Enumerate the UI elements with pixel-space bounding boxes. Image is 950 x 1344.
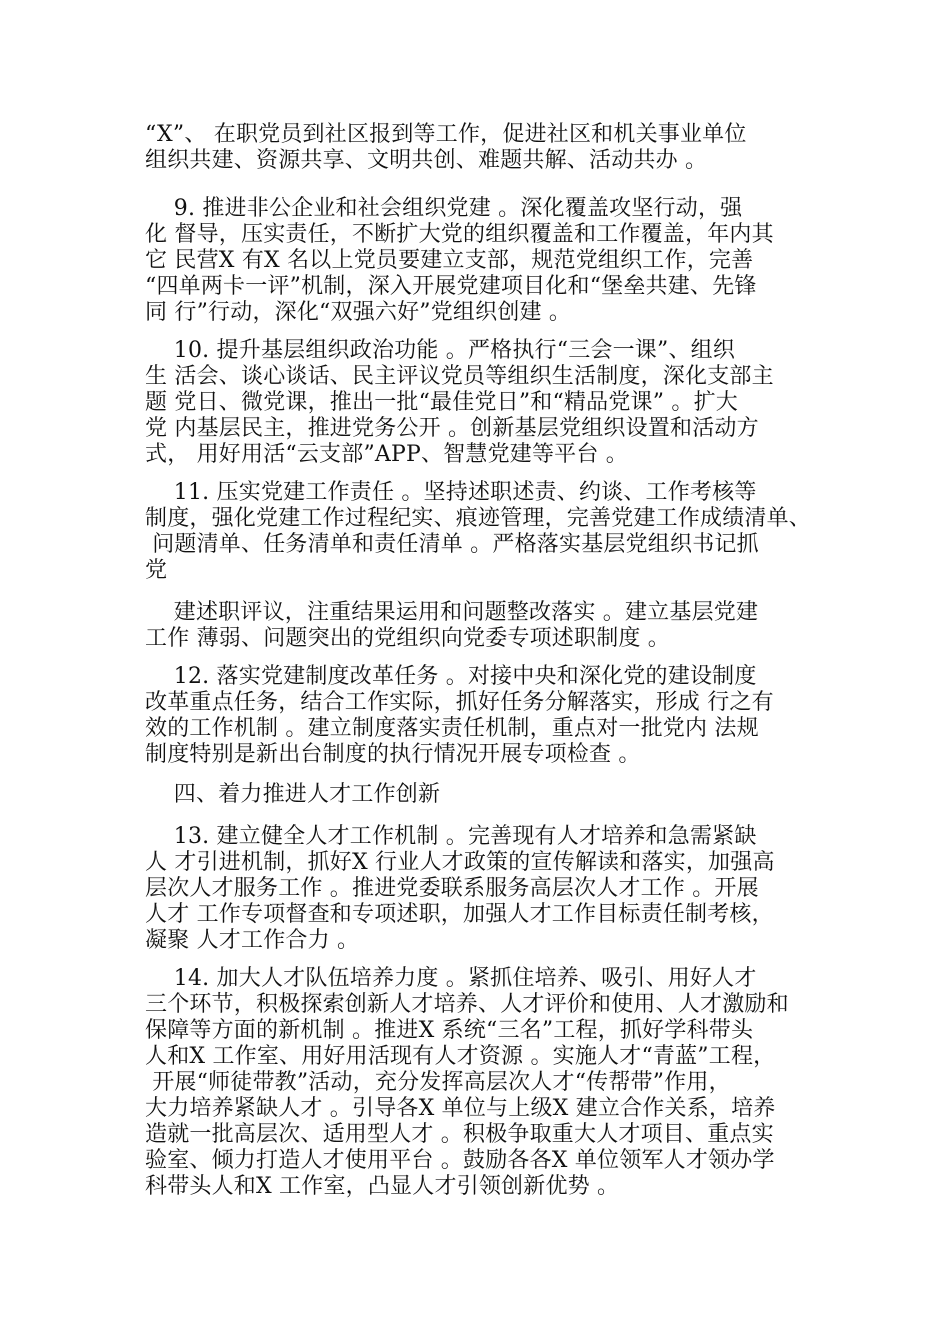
text-line: 它 民营X 有X 名以上党员要建立支部，规范党组织工作，完善 bbox=[145, 248, 754, 273]
text-line: 11. 压实党建工作责任 。坚持述职述责、约谈、工作考核等 bbox=[145, 480, 757, 505]
text-line: 党 bbox=[145, 558, 168, 583]
text-line: 党 内基层民主，推进党务公开 。创新基层党组织设置和活动方 bbox=[145, 416, 759, 441]
text-line: 科带头人和X 工作室，凸显人才引领创新优势 。 bbox=[145, 1174, 620, 1199]
text-line: 生 活会、谈心谈话、民主评议党员等组织生活制度，深化支部主 bbox=[145, 364, 774, 389]
text-line: 三个环节，积极探索创新人才培养、人才评价和使用、人才激励和 bbox=[145, 992, 789, 1017]
text-line: 人才 工作专项督查和专项述职，加强人才工作目标责任制考核， bbox=[145, 902, 774, 927]
text-line: 9. 推进非公企业和社会组织党建 。深化覆盖攻坚行动，强 bbox=[145, 196, 743, 221]
text-line: 保障等方面的新机制 。推进X 系统“三名”工程，抓好学科带头 bbox=[145, 1018, 754, 1043]
text-line: 化 督导，压实责任，不断扩大党的组织覆盖和工作覆盖，年内其 bbox=[145, 222, 774, 247]
text-line: 13. 建立健全人才工作机制 。完善现有人才培养和急需紧缺 bbox=[145, 824, 757, 849]
text-line: 同 行”行动，深化“双强六好”党组织创建 。 bbox=[145, 300, 572, 325]
text-line: 题 党日、微党课，推出一批“最佳党日”和“精品党课” 。扩大 bbox=[145, 390, 738, 415]
text-line: 10. 提升基层组织政治功能 。严格执行“三会一课”、组织 bbox=[145, 338, 736, 363]
text-line: 工作 薄弱、问题突出的党组织向党委专项述职制度 。 bbox=[145, 626, 670, 651]
text-line: 改革重点任务，结合工作实际，抓好任务分解落实，形成 行之有 bbox=[145, 690, 774, 715]
text-line: 层次人才服务工作 。推进党委联系服务高层次人才工作 。开展 bbox=[145, 876, 759, 901]
text-line: 大力培养紧缺人才 。引导各X 单位与上级X 建立合作关系，培养 bbox=[145, 1096, 776, 1121]
text-line: 式， 用好用活“云支部”APP、智慧党建等平台 。 bbox=[145, 442, 628, 467]
text-line: “X”、 在职党员到社区报到等工作，促进社区和机关事业单位 bbox=[145, 122, 747, 147]
text-line: 制度特别是新出台制度的执行情况开展专项检查 。 bbox=[145, 742, 641, 767]
text-line: 组织共建、资源共享、文明共创、难题共解、活动共办 。 bbox=[145, 148, 708, 173]
text-line: 效的工作机制 。建立制度落实责任机制，重点对一批党内 法规 bbox=[145, 716, 759, 741]
text-line: 人 才引进机制，抓好X 行业人才政策的宣传解读和落实，加强高 bbox=[145, 850, 775, 875]
text-line: 验室、倾力打造人才使用平台 。鼓励各各X 单位领军人才领办学 bbox=[145, 1148, 775, 1173]
text-line: 凝聚 人才工作合力 。 bbox=[145, 928, 360, 953]
text-line: 造就一批高层次、适用型人才 。积极争取重大人才项目、重点实 bbox=[145, 1122, 774, 1147]
section-heading: 四、着力推进人才工作创新 bbox=[145, 782, 441, 807]
text-line: 开展“师徒带教”活动，充分发挥高层次人才“传帮带”作用， bbox=[145, 1070, 731, 1095]
text-line: 14. 加大人才队伍培养力度 。紧抓住培养、吸引、用好人才 bbox=[145, 966, 757, 991]
text-line: 制度，强化党建工作过程纪实、痕迹管理，完善党建工作成绩清单、 bbox=[145, 506, 812, 531]
text-line: 问题清单、任务清单和责任清单 。严格落实基层党组织书记抓 bbox=[145, 532, 759, 557]
text-line: 建述职评议，注重结果运用和问题整改落实 。建立基层党建 bbox=[145, 600, 759, 625]
text-line: “四单两卡一评”机制，深入开展党建项目化和“堡垒共建、先锋 bbox=[145, 274, 757, 299]
text-line: 人和X 工作室、用好用活现有人才资源 。实施人才“青蓝”工程， bbox=[145, 1044, 776, 1069]
text-line: 12. 落实党建制度改革任务 。对接中央和深化党的建设制度 bbox=[145, 664, 757, 689]
